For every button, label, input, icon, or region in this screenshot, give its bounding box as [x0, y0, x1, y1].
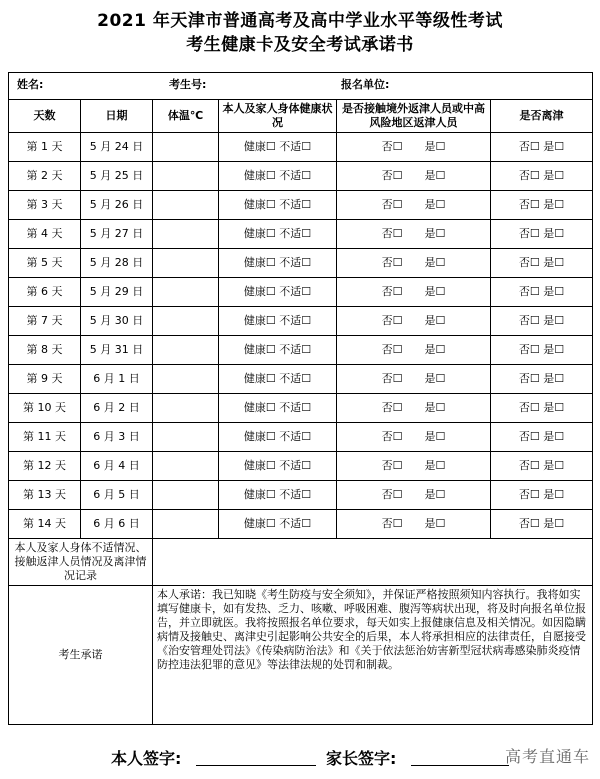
parent-signature-line[interactable] [411, 765, 509, 766]
date-cell: 6 月 1 日 [81, 365, 153, 394]
form-title-line-2: 考生健康卡及安全考试承诺书 [186, 35, 414, 55]
promise-label: 考生承诺 [9, 586, 153, 725]
day-cell: 第 1 天 [9, 133, 81, 162]
date-cell: 6 月 3 日 [81, 423, 153, 452]
health-options[interactable]: 健康☐ 不适☐ [219, 481, 337, 510]
contact-no-option[interactable]: 否☐ [381, 169, 403, 182]
leave-options[interactable]: 否☐ 是☐ [491, 162, 593, 191]
leave-options[interactable]: 否☐ 是☐ [491, 249, 593, 278]
leave-options[interactable]: 否☐ 是☐ [491, 510, 593, 539]
day-cell: 第 10 天 [9, 394, 81, 423]
table-row [9, 307, 593, 336]
watermark-text: 高考直通车 [504, 747, 590, 766]
self-signature-line[interactable] [196, 765, 316, 766]
table-row [9, 423, 593, 452]
contact-yes-option[interactable]: 是☐ [424, 430, 446, 443]
unit-label: 报名单位: [341, 78, 390, 91]
table-row [9, 481, 593, 510]
contact-no-option[interactable]: 否☐ [381, 256, 403, 269]
contact-options[interactable] [337, 220, 491, 249]
contact-options[interactable] [337, 365, 491, 394]
table-row [9, 452, 593, 481]
contact-options[interactable] [337, 191, 491, 220]
day-cell: 第 8 天 [9, 336, 81, 365]
contact-yes-option[interactable]: 是☐ [424, 517, 446, 530]
contact-no-option[interactable]: 否☐ [381, 488, 403, 501]
date-cell: 5 月 30 日 [81, 307, 153, 336]
header-temp: 体温℃ [153, 100, 219, 133]
leave-options[interactable]: 否☐ 是☐ [491, 481, 593, 510]
temp-input-cell[interactable] [153, 423, 219, 452]
health-options[interactable]: 健康☐ 不适☐ [219, 452, 337, 481]
header-health: 本人及家人身体健康状况 [219, 100, 337, 133]
header-row [9, 100, 593, 133]
health-options[interactable]: 健康☐ 不适☐ [219, 365, 337, 394]
contact-yes-option[interactable]: 是☐ [424, 372, 446, 385]
exam-no-label: 考生号: [169, 78, 207, 91]
contact-yes-option[interactable]: 是☐ [424, 285, 446, 298]
form-title-line-1: 2021 年天津市普通高考及高中学业水平等级性考试 [97, 11, 503, 31]
date-cell: 5 月 27 日 [81, 220, 153, 249]
leave-options[interactable]: 否☐ 是☐ [491, 133, 593, 162]
date-cell: 6 月 2 日 [81, 394, 153, 423]
day-cell: 第 5 天 [9, 249, 81, 278]
leave-options[interactable]: 否☐ 是☐ [491, 220, 593, 249]
date-cell: 6 月 4 日 [81, 452, 153, 481]
header-contact: 是否接触境外返津人员或中高风险地区返津人员 [337, 100, 491, 133]
contact-options[interactable] [337, 307, 491, 336]
temp-input-cell[interactable] [153, 394, 219, 423]
day-cell: 第 12 天 [9, 452, 81, 481]
health-options[interactable]: 健康☐ 不适☐ [219, 220, 337, 249]
contact-options[interactable] [337, 133, 491, 162]
record-field[interactable] [153, 539, 593, 586]
contact-yes-option[interactable]: 是☐ [424, 256, 446, 269]
contact-no-option[interactable]: 否☐ [381, 314, 403, 327]
leave-options[interactable]: 否☐ 是☐ [491, 336, 593, 365]
name-label: 姓名: [17, 78, 44, 91]
contact-yes-option[interactable]: 是☐ [424, 401, 446, 414]
temp-input-cell[interactable] [153, 191, 219, 220]
day-cell: 第 9 天 [9, 365, 81, 394]
health-options[interactable]: 健康☐ 不适☐ [219, 249, 337, 278]
table-row [9, 220, 593, 249]
leave-options[interactable]: 否☐ 是☐ [491, 278, 593, 307]
header-leave: 是否离津 [491, 100, 593, 133]
temp-input-cell[interactable] [153, 481, 219, 510]
date-cell: 5 月 28 日 [81, 249, 153, 278]
contact-yes-option[interactable]: 是☐ [424, 140, 446, 153]
contact-yes-option[interactable]: 是☐ [424, 488, 446, 501]
header-day: 天数 [9, 100, 81, 133]
contact-no-option[interactable]: 否☐ [381, 285, 403, 298]
leave-options[interactable]: 否☐ 是☐ [491, 452, 593, 481]
temp-input-cell[interactable] [153, 278, 219, 307]
leave-options[interactable]: 否☐ 是☐ [491, 423, 593, 452]
health-options[interactable]: 健康☐ 不适☐ [219, 510, 337, 539]
temp-input-cell[interactable] [153, 510, 219, 539]
contact-yes-option[interactable]: 是☐ [424, 169, 446, 182]
leave-options[interactable]: 否☐ 是☐ [491, 394, 593, 423]
leave-options[interactable]: 否☐ 是☐ [491, 191, 593, 220]
contact-no-option[interactable]: 否☐ [381, 198, 403, 211]
header-date: 日期 [81, 100, 153, 133]
health-options[interactable]: 健康☐ 不适☐ [219, 162, 337, 191]
day-cell: 第 13 天 [9, 481, 81, 510]
contact-no-option[interactable]: 否☐ [381, 227, 403, 240]
record-label: 本人及家人身体不适情况、接触返津人员情况及离津情况记录 [9, 539, 153, 586]
day-cell: 第 14 天 [9, 510, 81, 539]
health-card-table [8, 72, 593, 725]
contact-yes-option[interactable]: 是☐ [424, 459, 446, 472]
contact-options[interactable] [337, 278, 491, 307]
contact-yes-option[interactable]: 是☐ [424, 314, 446, 327]
date-cell: 5 月 24 日 [81, 133, 153, 162]
health-options[interactable]: 健康☐ 不适☐ [219, 394, 337, 423]
contact-options[interactable] [337, 510, 491, 539]
contact-no-option[interactable]: 否☐ [381, 343, 403, 356]
table-row [9, 278, 593, 307]
day-cell: 第 7 天 [9, 307, 81, 336]
date-cell: 5 月 26 日 [81, 191, 153, 220]
temp-input-cell[interactable] [153, 452, 219, 481]
temp-input-cell[interactable] [153, 365, 219, 394]
contact-yes-option[interactable]: 是☐ [424, 198, 446, 211]
day-cell: 第 4 天 [9, 220, 81, 249]
temp-input-cell[interactable] [153, 133, 219, 162]
contact-options[interactable] [337, 481, 491, 510]
table-row [9, 249, 593, 278]
health-options[interactable]: 健康☐ 不适☐ [219, 191, 337, 220]
health-options[interactable]: 健康☐ 不适☐ [219, 278, 337, 307]
contact-options[interactable] [337, 423, 491, 452]
contact-options[interactable] [337, 336, 491, 365]
contact-options[interactable] [337, 162, 491, 191]
parent-signature-label: 家长签字: [326, 749, 397, 768]
self-signature-label: 本人签字: [111, 749, 182, 768]
temp-input-cell[interactable] [153, 336, 219, 365]
table-row [9, 336, 593, 365]
day-cell: 第 6 天 [9, 278, 81, 307]
contact-yes-option[interactable]: 是☐ [424, 343, 446, 356]
contact-no-option[interactable]: 否☐ [381, 517, 403, 530]
leave-options[interactable]: 否☐ 是☐ [491, 365, 593, 394]
promise-text: 本人承诺：我已知晓《考生防疫与安全须知》，并保证严格按照须知内容执行。我将如实填写健康卡，如有发热、乏力、咳嗽、呼吸困难、腹泻等病状出现，将及时向报名单位报告，并立即就医。我将按照报名单位要求，每天如实上报健康信息及相关情况。如因隐瞒病情及接触史、离津史引起影响公共安全的后果，本人将承担相应的法律责任，自愿接受《治安管理处罚法》《传染病防治法》和《关于依法惩治妨害新型冠状病毒感染肺炎疫情防控违法犯罪的意见》等法律法规的处罚和制裁。 [153, 586, 593, 725]
table-row [9, 510, 593, 539]
date-cell: 5 月 25 日 [81, 162, 153, 191]
contact-no-option[interactable]: 否☐ [381, 459, 403, 472]
day-cell: 第 3 天 [9, 191, 81, 220]
date-cell: 5 月 29 日 [81, 278, 153, 307]
contact-no-option[interactable]: 否☐ [381, 372, 403, 385]
contact-no-option[interactable]: 否☐ [381, 401, 403, 414]
health-options[interactable]: 健康☐ 不适☐ [219, 423, 337, 452]
contact-options[interactable] [337, 249, 491, 278]
health-options[interactable]: 健康☐ 不适☐ [219, 133, 337, 162]
info-row [9, 73, 593, 100]
contact-options[interactable] [337, 452, 491, 481]
date-cell: 5 月 31 日 [81, 336, 153, 365]
contact-no-option[interactable]: 否☐ [381, 430, 403, 443]
health-options[interactable]: 健康☐ 不适☐ [219, 307, 337, 336]
table-row [9, 133, 593, 162]
temp-input-cell[interactable] [153, 249, 219, 278]
health-options[interactable]: 健康☐ 不适☐ [219, 336, 337, 365]
contact-no-option[interactable]: 否☐ [381, 140, 403, 153]
table-row [9, 191, 593, 220]
table-row [9, 162, 593, 191]
contact-yes-option[interactable]: 是☐ [424, 227, 446, 240]
temp-input-cell[interactable] [153, 220, 219, 249]
contact-options[interactable] [337, 394, 491, 423]
day-cell: 第 2 天 [9, 162, 81, 191]
date-cell: 6 月 5 日 [81, 481, 153, 510]
day-cell: 第 11 天 [9, 423, 81, 452]
temp-input-cell[interactable] [153, 307, 219, 336]
date-cell: 6 月 6 日 [81, 510, 153, 539]
temp-input-cell[interactable] [153, 162, 219, 191]
table-row [9, 365, 593, 394]
table-row [9, 394, 593, 423]
leave-options[interactable]: 否☐ 是☐ [491, 307, 593, 336]
